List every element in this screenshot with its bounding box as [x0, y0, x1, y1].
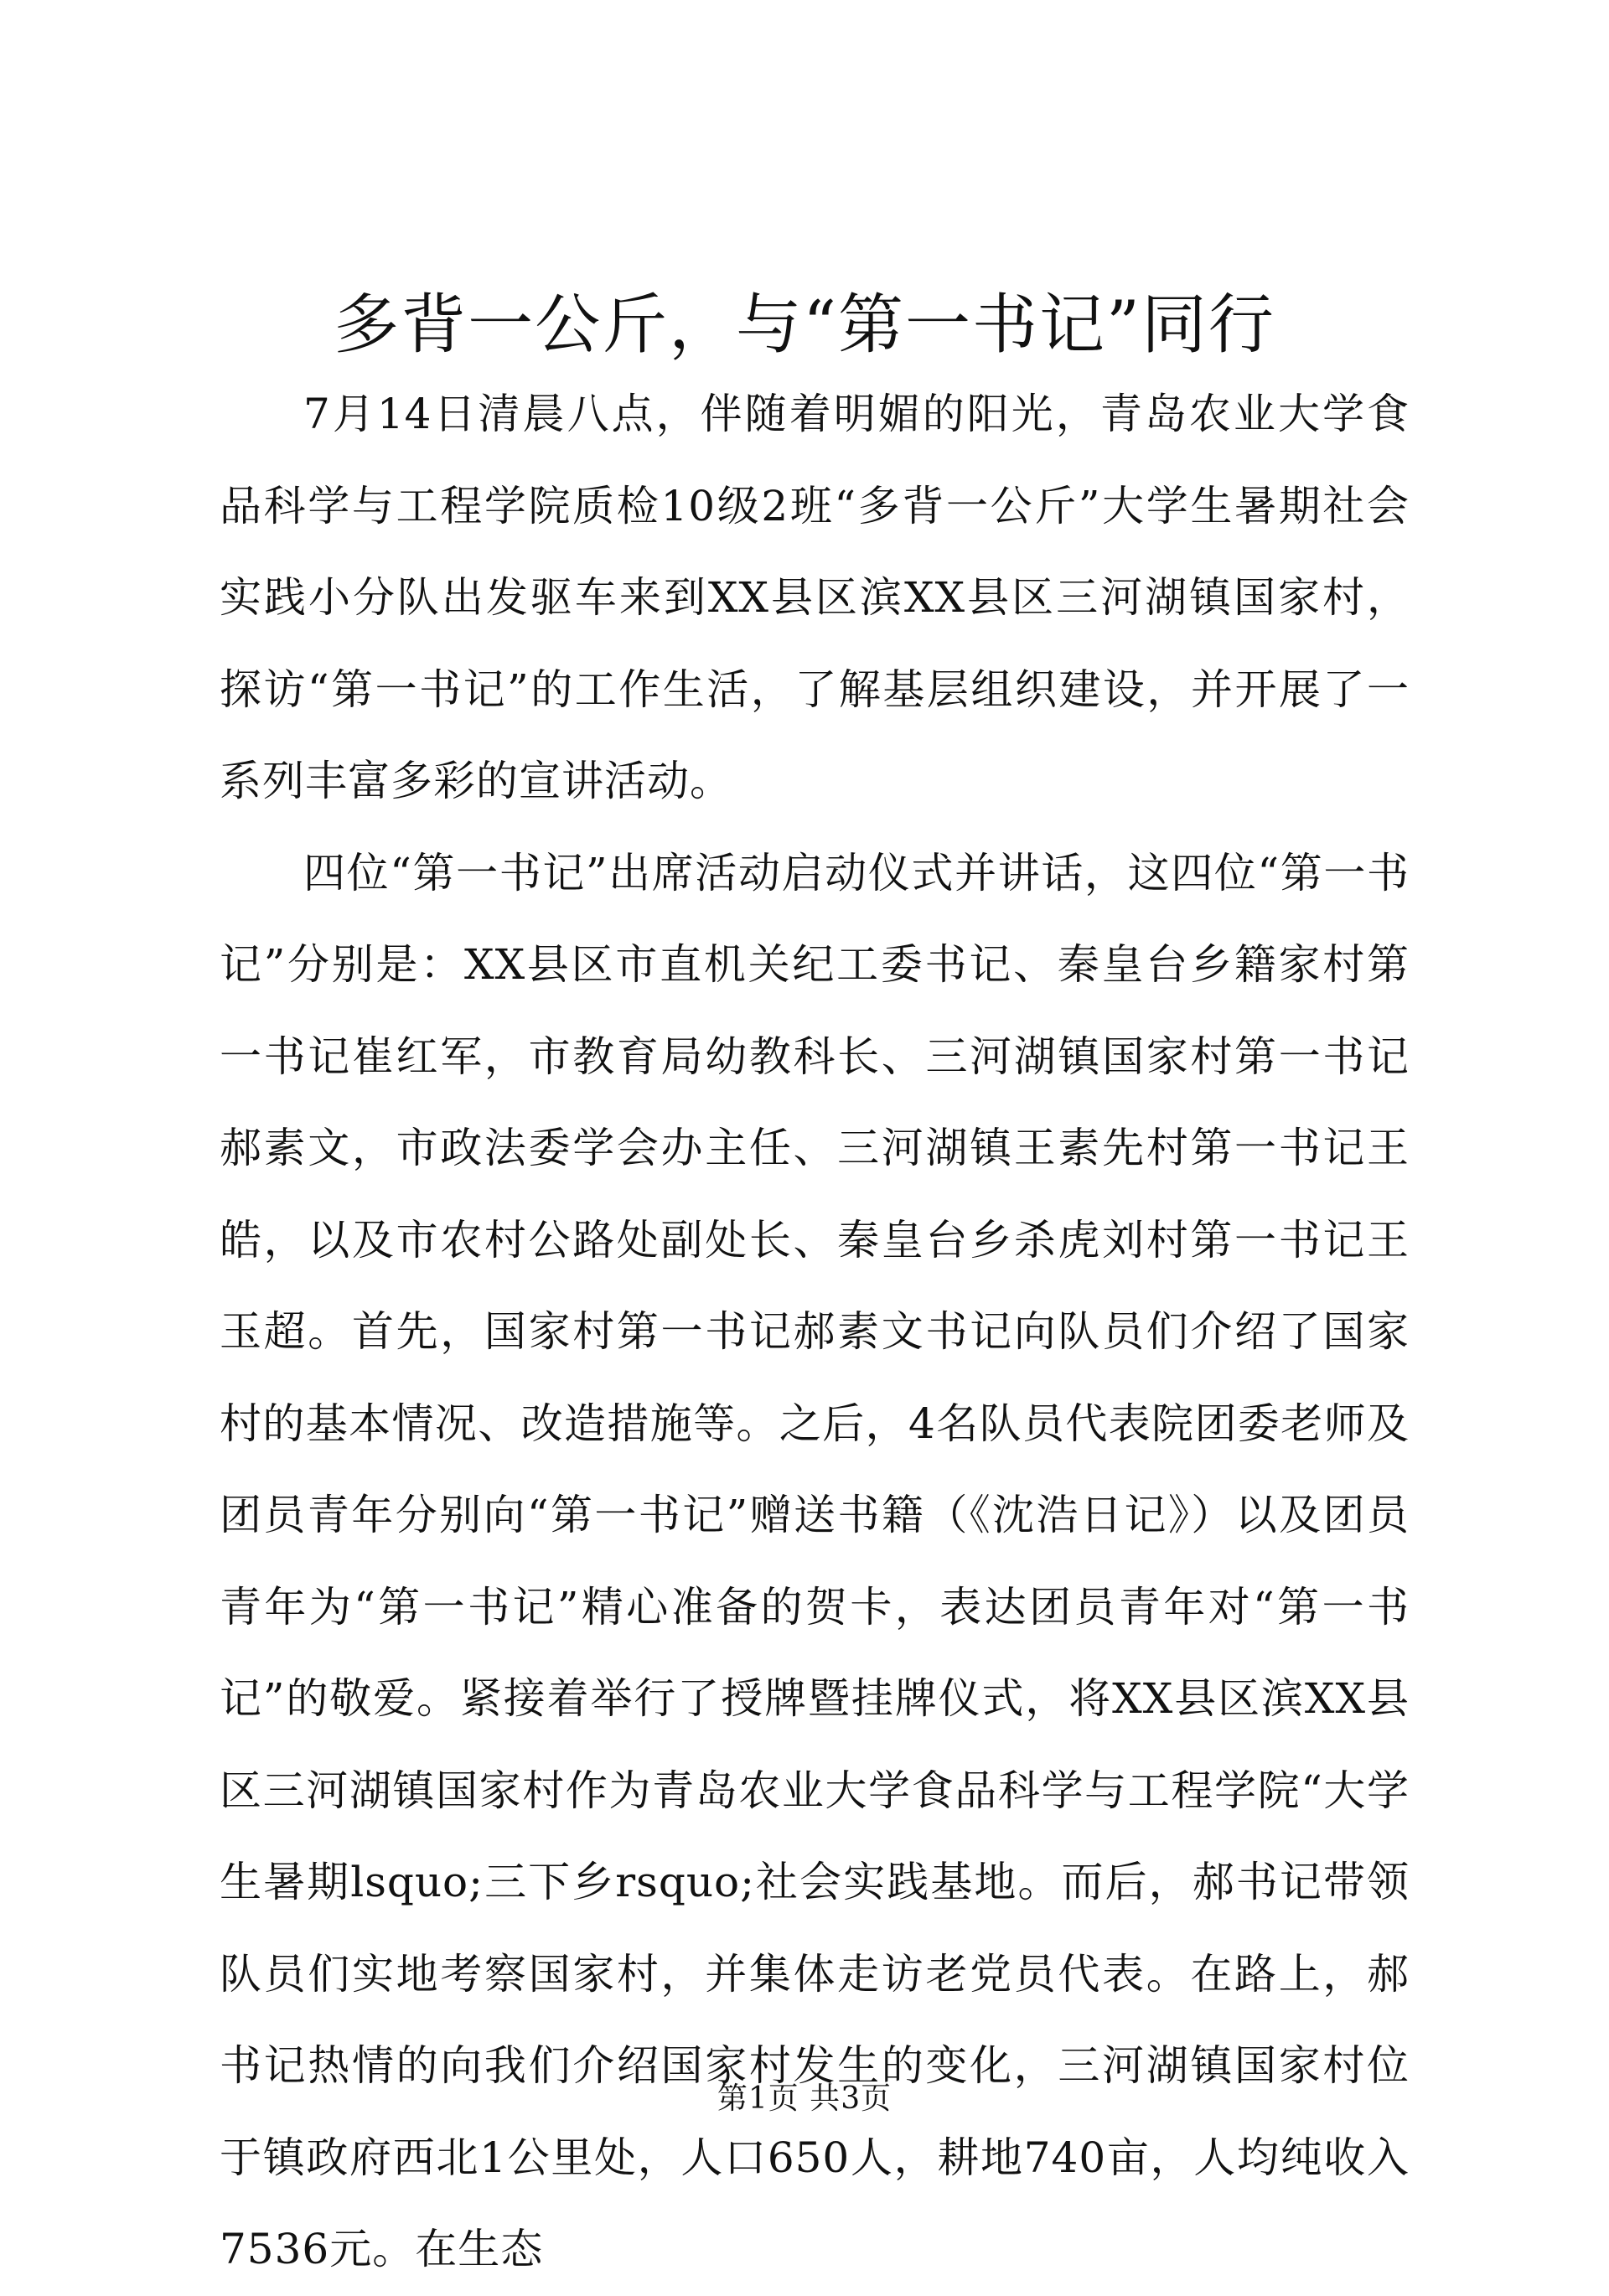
paragraph-2: 四位“第一书记”出席活动启动仪式并讲话，这四位“第一书记”分别是：XX县区市直机关纪工委书记、秦皇台乡籍家村第一书记崔红军，市教育局幼教科长、三河湖镇国家村第一书记郝素文，市政法委学会办主任、三河湖镇王素先村第一书记王皓，以及市农村公路处副处长、秦皇台乡杀虎刘村第一书记王玉超。首先，国家村第一书记郝素文书记向队员们介绍了国家村的基本情况、改造措施等。之后，4名队员代表院团委老师及团员青年分别向“第一书记”赠送书籍（《沈浩日记》）以及团员青年为“第一书记”精心准备的贺卡，表达团员青年对“第一书记”的敬爱。紧接着举行了授牌暨挂牌仪式，将XX县区滨XX县区三河湖镇国家村作为青岛农业大学食品科学与工程学院“大学生暑期lsquo;三下乡rsquo;社会实践基地。而后，郝书记带领队员们实地考察国家村，并集体走访老党员代表。在路上，郝书记热情的向我们介绍国家村发生的变化，三河湖镇国家村位于镇政府西北1公里处，人口650人，耕地740亩，人均纯收入7536元。在生态 [220, 848, 1410, 2273]
document-title: 多背一公斤，与“第一书记”同行 [334, 287, 1275, 363]
document-body [220, 369, 1410, 2296]
page-number-footer: 第1页 共3页 [717, 2081, 892, 2116]
paragraph-1: 7月14日清晨八点，伴随着明媚的阳光，青岛农业大学食品科学与工程学院质检10级2班“多背一公斤”大学生暑期社会实践小分队出发驱车来到XX县区滨XX县区三河湖镇国家村，探访“第一书记”的工作生活，了解基层组织建设，并开展了一系列丰富多彩的宣讲活动。 [220, 390, 1410, 805]
